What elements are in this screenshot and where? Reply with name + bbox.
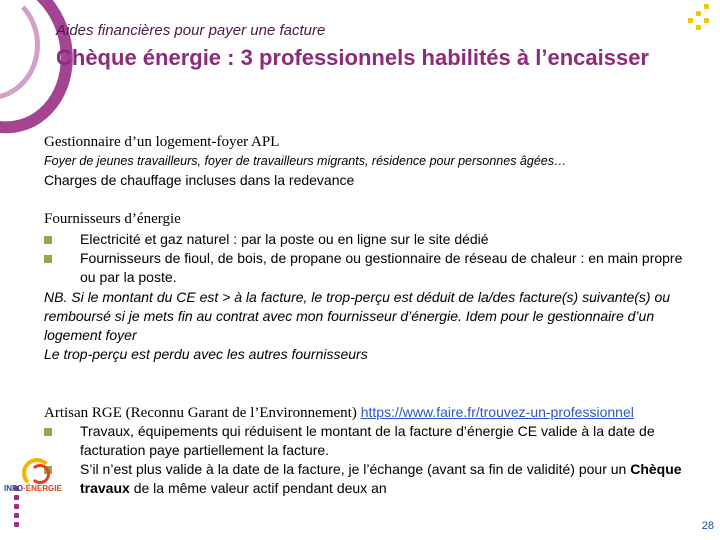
decorative-dots xyxy=(674,2,714,32)
list-item: Fournisseurs de fioul, de bois, de propane ou gestionnaire de réseau de chaleur : en main propre ou par la poste. xyxy=(44,249,684,287)
bullet-icon xyxy=(44,428,52,436)
bullet-icon xyxy=(44,236,52,244)
slide-title: Chèque énergie : 3 professionnels habilités à l’encaisser xyxy=(56,45,649,70)
bullet-icon xyxy=(44,255,52,263)
section1-detail: Foyer de jeunes travailleurs, foyer de travailleurs migrants, résidence pour personnes âgées… xyxy=(44,154,567,168)
page-number: 28 xyxy=(701,520,714,532)
info-energie-logo: INFO·ÉNERGIE xyxy=(4,458,68,498)
section3-heading-row xyxy=(44,403,714,423)
section1-note: Charges de chauffage incluses dans la redevance xyxy=(44,172,355,188)
section3-heading: Artisan RGE (Reconnu Garant de l’Environnement) xyxy=(44,405,357,421)
section1-heading: Gestionnaire d’un logement-foyer APL xyxy=(44,134,280,150)
section2-nb-line2: Le trop-perçu est perdu avec les autres fournisseurs xyxy=(44,346,368,362)
section2-nb: NB. Si le montant du CE est > à la facture, le trop-perçu est déduit de la/des facture(s) suivante(s) ou remboursé si je mets fin au contrat avec mon fournisseur d’énergie. Idem pour le gestionnaire d’un logement foyer xyxy=(44,289,671,343)
list-item: S’il n’est plus valide à la date de la facture, je l’échange (avant sa fin de validité) pour un Chèque travaux de la même valeur actif pendant deux an xyxy=(44,460,684,498)
section2-heading: Fournisseurs d’énergie xyxy=(44,211,181,227)
list-item: Electricité et gaz naturel : par la poste ou en ligne sur le site dédié xyxy=(44,230,684,249)
section2-bullets xyxy=(44,230,684,287)
list-item: Travaux, équipements qui réduisent le montant de la facture d’énergie CE valide à la date de facturation paye partiellement la facture. xyxy=(44,422,684,460)
section3-bullets xyxy=(44,422,684,498)
rge-link[interactable]: https://www.faire.fr/trouvez-un-professionnel xyxy=(360,404,634,420)
slide-subtitle: Aides financières pour payer une facture xyxy=(56,22,326,39)
